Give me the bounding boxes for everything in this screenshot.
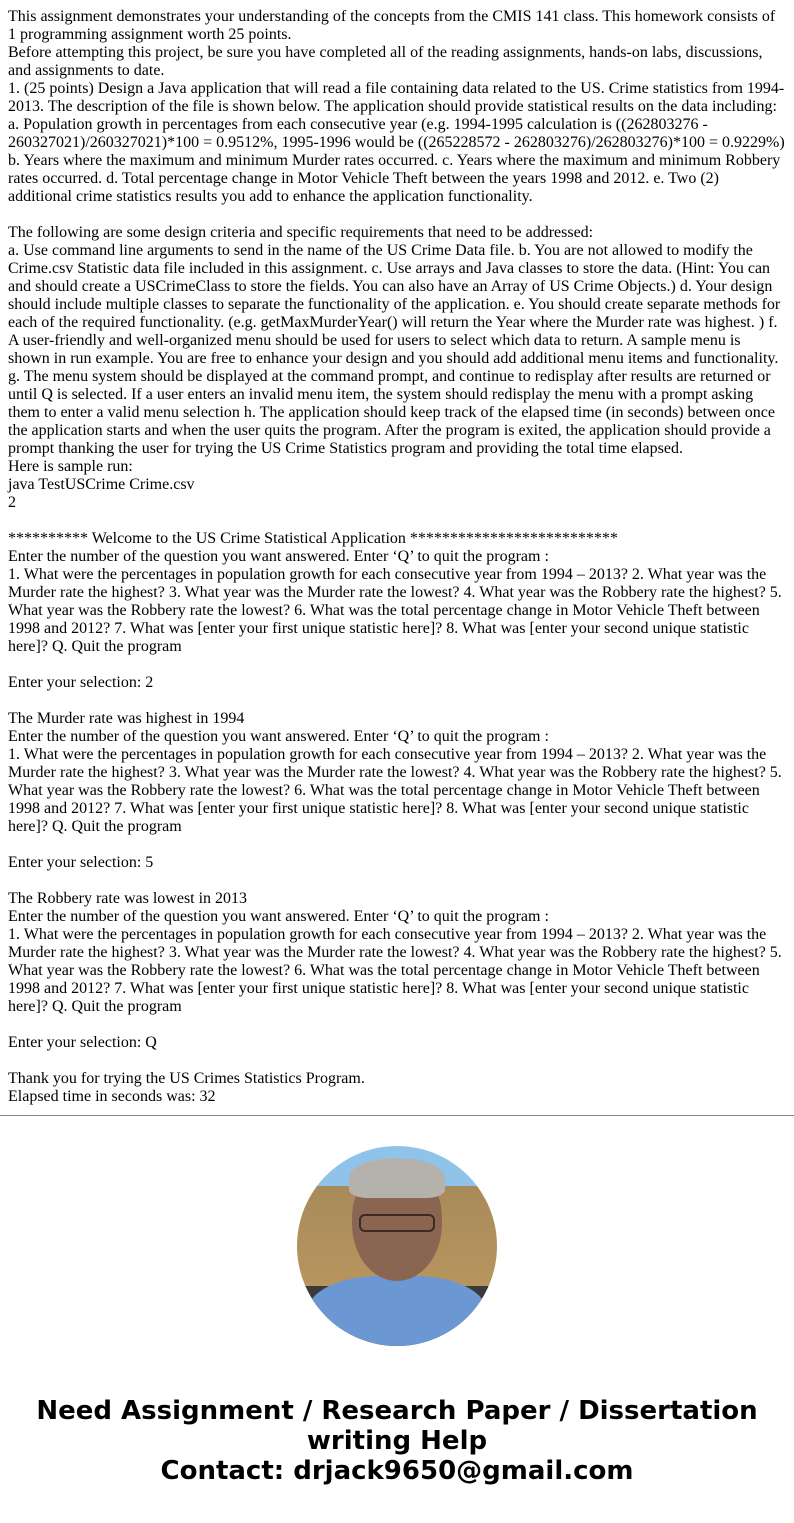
document-line: java TestUSCrime Crime.csv (8, 476, 195, 493)
document-line (8, 872, 786, 890)
document-line: The Murder rate was highest in 1994 (8, 710, 245, 727)
contact-banner (0, 1396, 794, 1486)
document-line (8, 656, 786, 674)
document-line: The following are some design criteria and specific requirements that need to be addressed: (8, 224, 594, 241)
document-line: Enter the number of the question you want answered. Enter ‘Q’ to quit the program : (8, 908, 549, 925)
document-line: 2 (8, 494, 16, 511)
document-line: 1. What were the percentages in population growth for each consecutive year from 1994 – 2013? 2. What year was the Murder rate the highest? 3. What year was the Murder rate the lowest? 4. What year was the Robbery rate the highest? 5. What year was the Robbery rate the lowest? 6. What was the total percentage change in Motor Vehicle Theft between 1998 and 2012? 7. What was [enter your first unique statistic here]? 8. What was [enter your second unique statistic here]? Q. Quit the program (8, 746, 782, 835)
author-photo (297, 1146, 497, 1346)
document-line: Here is sample run: (8, 458, 133, 475)
document-line (8, 836, 786, 854)
document-line: Enter your selection: Q (8, 1034, 157, 1051)
author-photo-container (0, 1146, 794, 1346)
divider (0, 1115, 794, 1116)
document-line: 1. What were the percentages in population growth for each consecutive year from 1994 – 2013? 2. What year was the Murder rate the highest? 3. What year was the Murder rate the lowest? 4. What year was the Robbery rate the highest? 5. What year was the Robbery rate the lowest? 6. What was the total percentage change in Motor Vehicle Theft between 1998 and 2012? 7. What was [enter your first unique statistic here]? 8. What was [enter your second unique statistic here]? Q. Quit the program (8, 566, 782, 655)
document-line (8, 692, 786, 710)
document-line: Enter your selection: 5 (8, 854, 154, 871)
help-text: Need Assignment / Research Paper / Dissertation writing Help (36, 1396, 758, 1456)
document-line: ********** Welcome to the US Crime Statistical Application ************************** (8, 530, 618, 547)
document-line (8, 1016, 786, 1034)
document-line: Enter your selection: 2 (8, 674, 154, 691)
contact-email: Contact: drjack9650@gmail.com (160, 1456, 634, 1486)
document-line: Enter the number of the question you want answered. Enter ‘Q’ to quit the program : (8, 548, 549, 565)
document-line (8, 1052, 786, 1070)
document-line: Before attempting this project, be sure you have completed all of the reading assignments, hands-on labs, discussions, and assignments to date. (8, 44, 763, 79)
document-line: 1. What were the percentages in population growth for each consecutive year from 1994 – 2013? 2. What year was the Murder rate the highest? 3. What year was the Murder rate the lowest? 4. What year was the Robbery rate the highest? 5. What year was the Robbery rate the lowest? 6. What was the total percentage change in Motor Vehicle Theft between 1998 and 2012? 7. What was [enter your first unique statistic here]? 8. What was [enter your second unique statistic here]? Q. Quit the program (8, 926, 782, 1015)
document-line: The Robbery rate was lowest in 2013 (8, 890, 248, 907)
document-line: 1. (25 points) Design a Java application that will read a file containing data related to the US. Crime statistics from 1994-2013. The description of the file is shown below. The application should provide statistical results on the data including: a. Population growth in percentages from each consecutive year (e.g. 1994-1995 calculation is ((262803276 - 260327021)/260327021)*100 = 0.9512%, 1995-1996 would be ((265228572 - 262803276)/262803276)*100 = 0.9229%) b. Years where the maximum and minimum Murder rates occurred. c. Years where the maximum and minimum Robbery rates occurred. d. Total percentage change in Motor Vehicle Theft between the years 1998 and 2012. e. Two (2) additional crime statistics results you add to enhance the application functionality. (8, 80, 785, 205)
document-line: Thank you for trying the US Crimes Statistics Program. (8, 1070, 365, 1087)
document-line (8, 512, 786, 530)
document-line: a. Use command line arguments to send in the name of the US Crime Data file. b. You are not allowed to modify the Crime.csv Statistic data file included in this assignment. c. Use arrays and Java classes to store the data. (Hint: You can and should create a USCrimeClass to store the fields. You can also have an Array of US Crime Objects.) d. Your design should include multiple classes to separate the functionality of the application. e. You should create separate methods for each of the required functionality. (e.g. getMaxMurderYear() will return the Year where the Murder rate was highest. ) f. A user-friendly and well-organized menu should be used for users to select which data to return. A sample menu is shown in run example. You are free to enhance your design and you should add additional menu items and functionality. g. The menu system should be displayed at the command prompt, and continue to redisplay after results are returned or until Q is selected. If a user enters an invalid menu item, the system should redisplay the menu with a prompt asking them to enter a valid menu selection h. The application should keep track of the elapsed time (in seconds) between once the application starts and when the user quits the program. After the program is exited, the application should provide a prompt thanking the user for trying the US Crime Statistics program and providing the total time elapsed. (8, 242, 781, 457)
document-line: Elapsed time in seconds was: 32 (8, 1088, 216, 1105)
document-line: Enter the number of the question you want answered. Enter ‘Q’ to quit the program : (8, 728, 549, 745)
document-line (8, 206, 786, 224)
document-line: This assignment demonstrates your understanding of the concepts from the CMIS 141 class. This homework consists of 1 programming assignment worth 25 points. (8, 8, 776, 43)
